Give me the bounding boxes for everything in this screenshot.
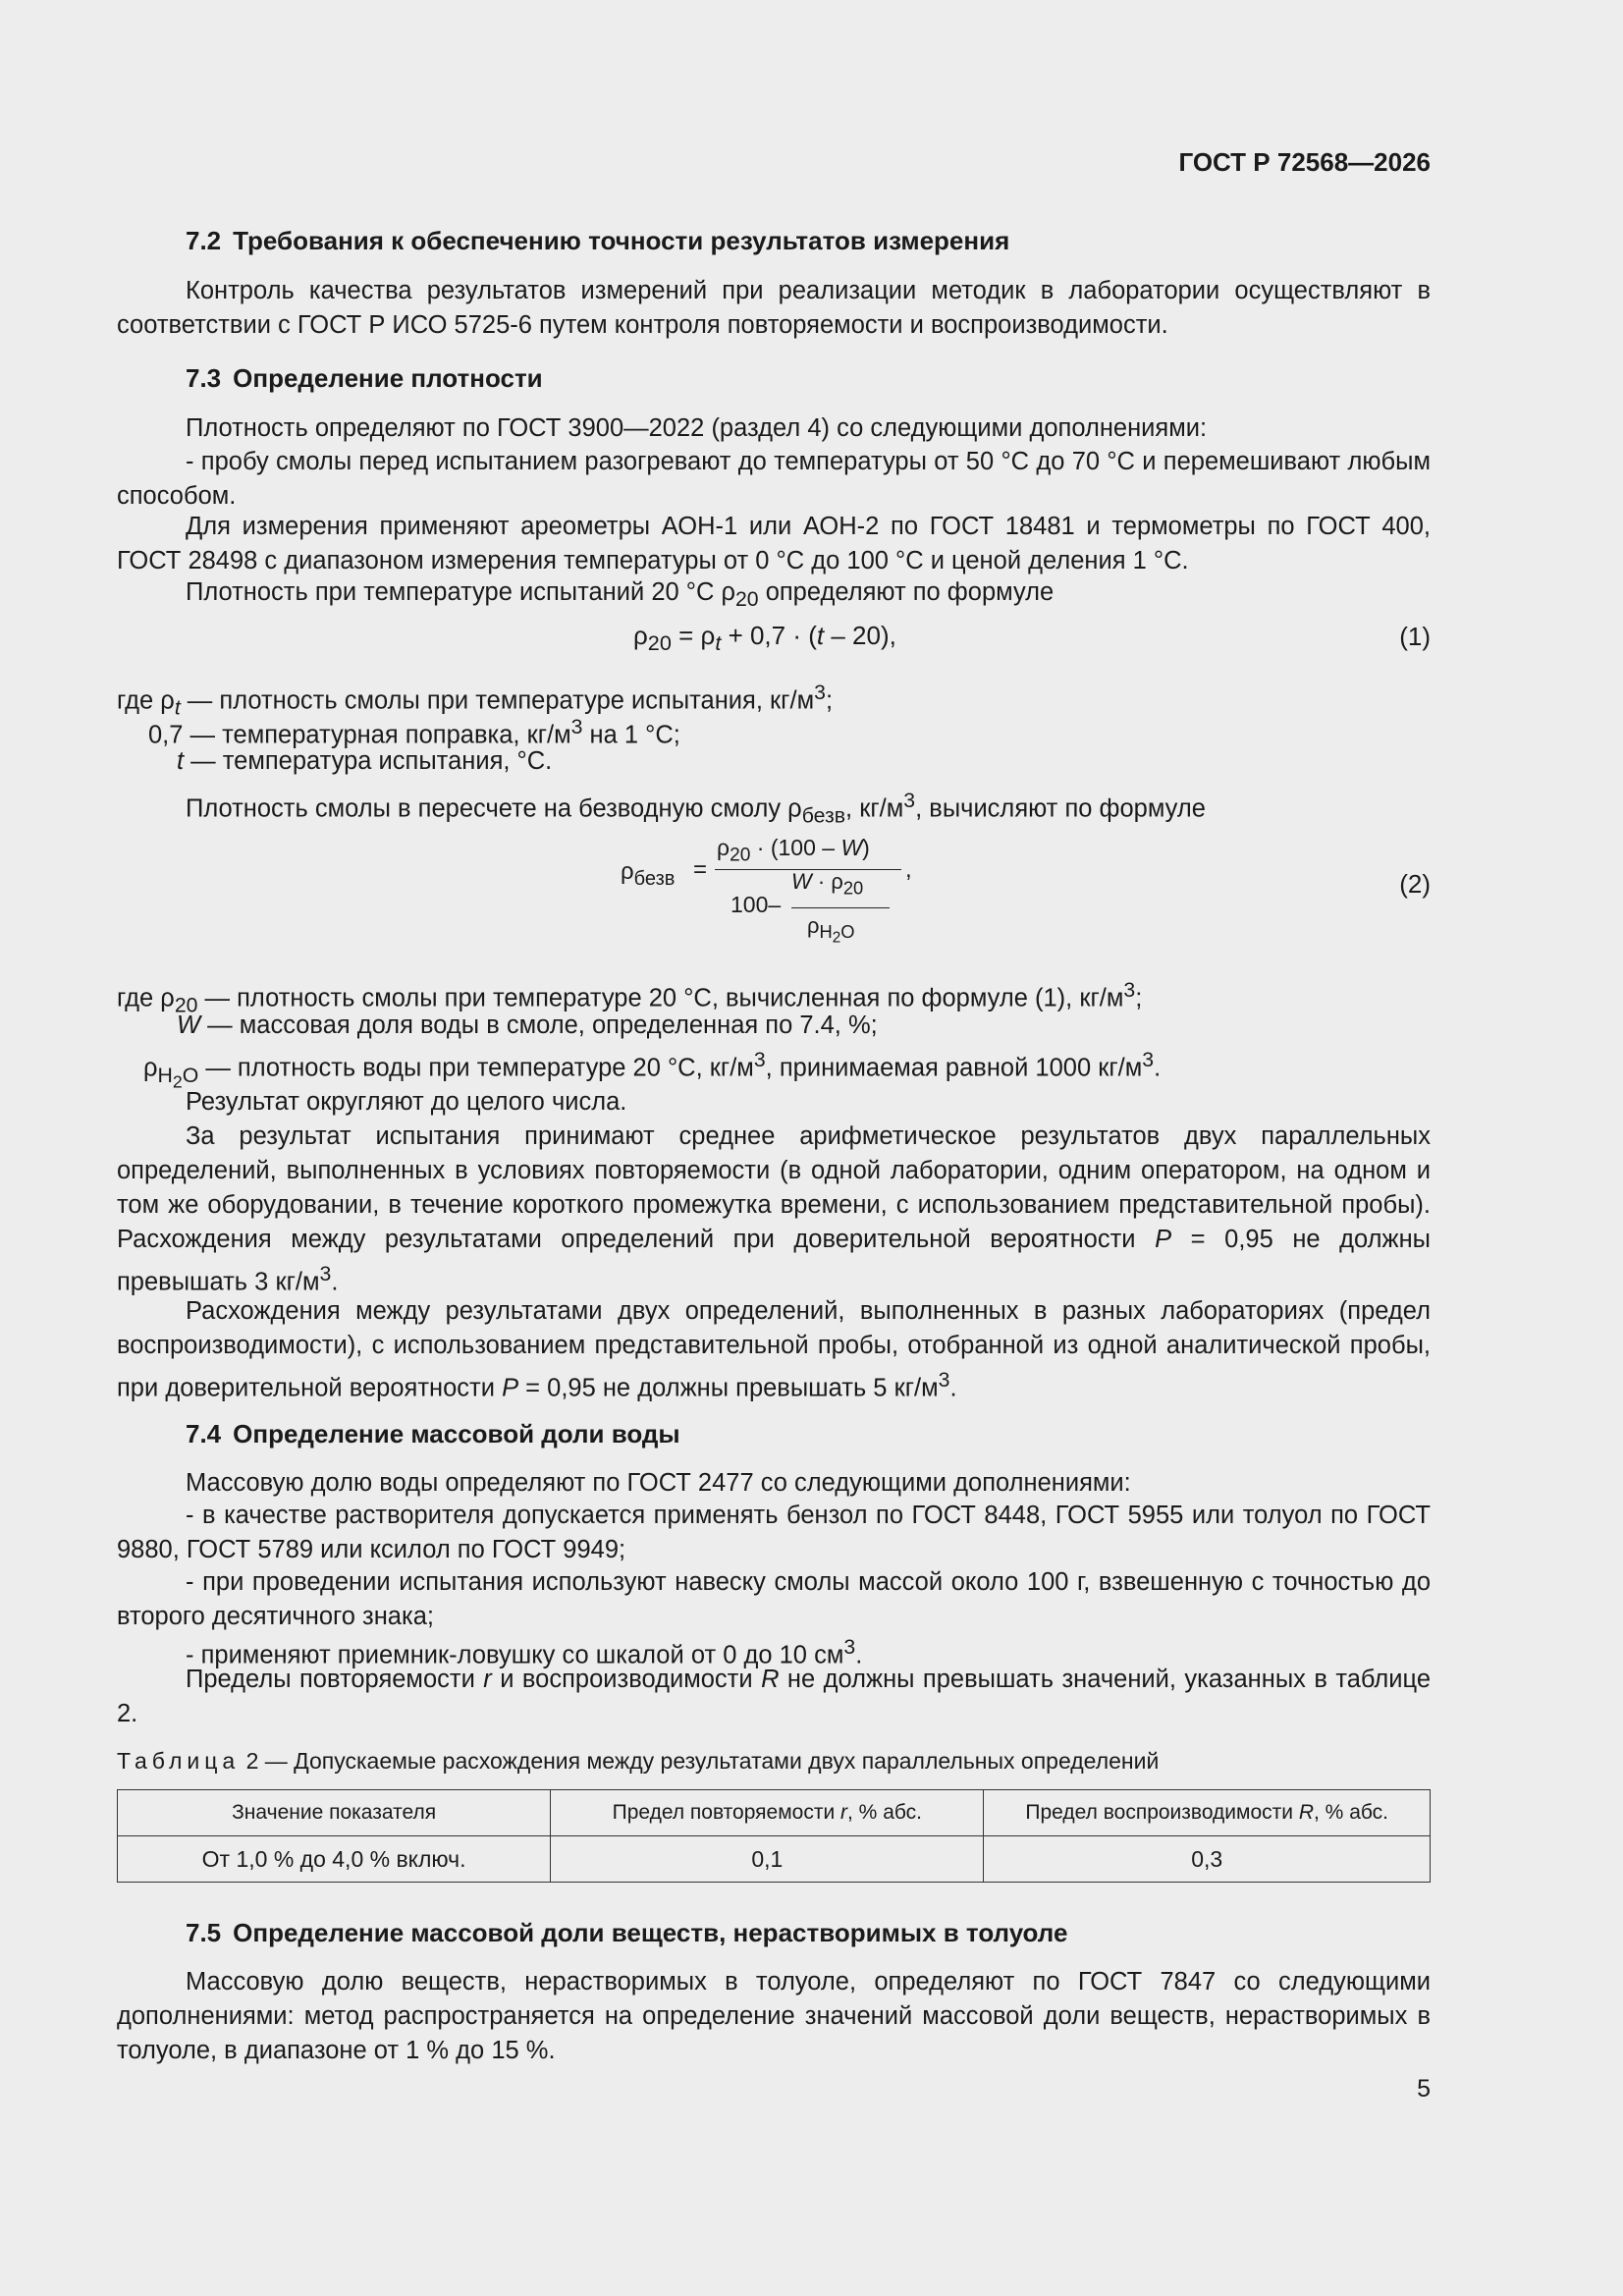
text: Предел повторяемости (612, 1801, 841, 1824)
variable: W (791, 869, 812, 894)
text: — массовая доля воды в смоле, определенная по 7.4, %; (200, 1011, 878, 1039)
subscript: безв (633, 867, 676, 890)
text: ; (825, 686, 834, 715)
subscript: t (174, 695, 181, 720)
text: Пределы повторяемости (186, 1666, 484, 1693)
section-7-3-heading (186, 363, 543, 394)
inner-fraction-bar (791, 907, 890, 908)
text: O (182, 1063, 199, 1087)
subscript: 20 (647, 630, 672, 656)
text: — плотность смолы при температуре испытания, кг/м (180, 686, 815, 715)
header-cell (984, 1790, 1431, 1836)
text: ; (1135, 984, 1143, 1012)
text: Предел воспроизводимости (1025, 1801, 1299, 1824)
section-title: Определение плотности (233, 363, 543, 393)
equation-number-2: (2) (1399, 869, 1431, 899)
text: 100 (730, 892, 769, 917)
comma: , (905, 856, 912, 883)
paragraph (117, 1120, 1431, 1300)
header-cell (551, 1790, 984, 1836)
variable: t (177, 747, 185, 775)
rho-symbol: ρ (621, 858, 634, 885)
text: 0,7 — температурная поправка, кг/м (148, 721, 571, 749)
text: . (949, 1374, 957, 1402)
text: — температура испытания, °С. (184, 747, 553, 775)
superscript: 3 (903, 789, 916, 812)
text: , % абс. (1314, 1801, 1388, 1824)
text: — плотность воды при температуре 20 °С, кг/м (198, 1054, 754, 1082)
header-cell: Значение показателя (118, 1790, 551, 1836)
where-line-5 (177, 1009, 878, 1043)
text: + 0,7 · ( (721, 621, 817, 650)
text: O (840, 921, 855, 943)
paragraph (186, 784, 1206, 834)
variable: R (1298, 1801, 1315, 1824)
text: = ρ (671, 621, 716, 650)
text: = 0,95 не должны превышать 5 кг/м (518, 1374, 939, 1402)
superscript: 3 (570, 715, 583, 738)
page-number: 5 (1417, 2075, 1431, 2103)
list-item: - при проведении испытания используют навеску смолы массой около 100 г, взвешенную с точностью до второго десятичного знака; (117, 1568, 1431, 1630)
text: . (855, 1641, 863, 1669)
text: — плотность смолы при температуре 20 °С, вычисленная по формуле (1), кг/м (197, 984, 1124, 1012)
text: и воспроизводимости (491, 1666, 762, 1693)
table-2 (117, 1789, 1431, 1883)
formula-2-lhs (621, 858, 675, 891)
paragraph: Для измерения применяют ареометры АОН-1 или АОН-2 по ГОСТ 18481 и термометры по ГОСТ 400, ГОСТ 28498 с диапазоном измерения температуры от 0 °С до 100 °С и ценой деления 1 °С. (117, 513, 1431, 574)
subscript: 2 (832, 930, 841, 948)
superscript: 3 (1142, 1048, 1155, 1071)
section-title: Требования к обеспечению точности результатов измерения (233, 226, 1010, 255)
inner-numerator (791, 869, 863, 899)
text: где ρ (117, 686, 175, 715)
subscript (157, 1063, 199, 1091)
superscript: 3 (843, 1635, 856, 1659)
text: Плотность при температуре испытаний 20 °С ρ (186, 578, 735, 606)
variable: r (483, 1666, 492, 1693)
text: где ρ (117, 984, 175, 1012)
paragraph (117, 1663, 1431, 1731)
table-row (118, 1836, 1431, 1883)
subscript: 20 (730, 845, 751, 866)
text: определяют по формуле (758, 578, 1055, 606)
subscript: 2 (172, 1070, 183, 1091)
formula-2-denominator (730, 892, 781, 918)
text: – 20), (824, 621, 896, 650)
table-cell: От 1,0 % до 4,0 % включ. (118, 1836, 551, 1883)
table-cell: 0,3 (984, 1836, 1431, 1883)
text: . (1154, 1054, 1162, 1082)
section-title: Определение массовой доли воды (233, 1419, 680, 1449)
superscript: 3 (814, 681, 826, 704)
text: Расхождения между результатами двух определений, выполненных в разных лабораториях (предел воспроизводимости), с использованием представительной пробы, отобранной из одной аналитической пробы, при доверительной вероятности (117, 1297, 1431, 1402)
text: на 1 °С; (582, 721, 680, 749)
rho-symbol: ρ (143, 1054, 158, 1082)
paragraph: Плотность определяют по ГОСТ 3900—2022 (раздел 4) со следующими дополнениями: (186, 414, 1208, 442)
subscript (819, 921, 855, 948)
variable: t (816, 621, 825, 650)
text: – (768, 892, 782, 917)
section-number: 7.2 (186, 226, 222, 255)
superscript: 3 (753, 1048, 766, 1071)
formula-2-numerator (717, 835, 870, 867)
section-7-2-heading (186, 226, 1009, 256)
text: = 0,95 не должны превышать 3 кг/м (117, 1226, 1431, 1296)
superscript: 3 (319, 1262, 332, 1285)
text: , вычисляют по формуле (915, 794, 1206, 823)
section-number: 7.5 (186, 1918, 222, 1947)
text: H (819, 921, 833, 943)
list-item: - в качестве растворителя допускается применять бензол по ГОСТ 8448, ГОСТ 5955 или толуол по ГОСТ 9880, ГОСТ 5789 или ксилол по ГОСТ 9949; (117, 1502, 1431, 1563)
rho-symbol: ρ (717, 835, 730, 860)
caption-text: 2 — Допускаемые расхождения между результатами двух параллельных определений (240, 1748, 1160, 1774)
text: , кг/м (845, 794, 904, 823)
text: ) (862, 835, 870, 860)
section-number: 7.4 (186, 1419, 222, 1449)
where-line-3 (177, 744, 552, 779)
paragraph (117, 575, 1431, 617)
variable: P (502, 1374, 519, 1402)
text: - применяют приемник-ловушку со шкалой от 0 до 10 см (186, 1641, 844, 1669)
rho-symbol: ρ (807, 913, 820, 938)
variable: P (1155, 1226, 1172, 1253)
text: , принимаемая равной 1000 кг/м (765, 1054, 1143, 1082)
subscript: 20 (842, 877, 864, 899)
subscript: t (715, 630, 722, 656)
text: За результат испытания принимают среднее арифметическое результатов двух параллельных определений, выполненных в условиях повторяемости (в одной лаборатории, одним оператором, на одном и том же оборудовании, в течение короткого промежутка времени, с использованием представительной пробы). Расхождения между результатами определений при доверительной вероятности (117, 1122, 1431, 1253)
variable: W (840, 835, 863, 860)
section-7-4-heading (186, 1419, 680, 1449)
subscript: безв (801, 803, 846, 828)
table-caption (117, 1748, 1159, 1775)
paragraph: Результат округляют до целого числа. (186, 1088, 627, 1116)
section-title: Определение массовой доли веществ, нерастворимых в толуоле (233, 1918, 1068, 1947)
variable: R (761, 1666, 780, 1693)
section-7-2-paragraph: Контроль качества результатов измерений при реализации методик в лаборатории осуществляют в соответствии с ГОСТ Р ИСО 5725-6 путем контроля повторяемости и воспроизводимости. (117, 277, 1431, 339)
document-header: ГОСТ Р 72568—2026 (1178, 147, 1431, 177)
text: , % абс. (847, 1801, 922, 1824)
text: H (157, 1063, 173, 1087)
section-7-5-heading (186, 1918, 1067, 1948)
subscript: 20 (174, 993, 198, 1017)
list-item: - пробу смолы перед испытанием разогревают до температуры от 50 °С до 70 °С и перемешивают любым способом. (117, 448, 1431, 510)
text: · ρ (811, 869, 843, 894)
formula-1 (633, 621, 896, 656)
caption-label: Таблица (117, 1748, 241, 1774)
text: Плотность смолы в пересчете на безводную смолу ρ (186, 794, 802, 823)
text: · (100 – (750, 835, 841, 860)
inner-denominator (807, 913, 855, 947)
paragraph: Массовую долю воды определяют по ГОСТ 2477 со следующими дополнениями: (186, 1469, 1131, 1497)
section-number: 7.3 (186, 363, 222, 393)
text: . (331, 1268, 339, 1296)
rho-symbol: ρ (633, 621, 648, 650)
table-cell: 0,1 (551, 1836, 984, 1883)
variable: W (177, 1011, 201, 1039)
text: не должны превышать значений, указанных в таблице 2. (117, 1666, 1432, 1727)
subscript: 20 (734, 587, 759, 612)
variable: r (840, 1801, 848, 1824)
section-7-5-paragraph: Массовую долю веществ, нерастворимых в толуоле, определяют по ГОСТ 7847 со следующими дополнениями: метод распространяется на определение значений массовой доли веществ, нерастворимых в толуоле, в диапазоне от 1 % до 15 %. (117, 1968, 1431, 2064)
equals-sign: = (693, 856, 708, 883)
equation-number-1: (1) (1399, 622, 1431, 651)
superscript: 3 (1123, 978, 1136, 1002)
table-header-row (118, 1790, 1431, 1836)
paragraph (117, 1294, 1431, 1406)
superscript: 3 (938, 1368, 950, 1392)
